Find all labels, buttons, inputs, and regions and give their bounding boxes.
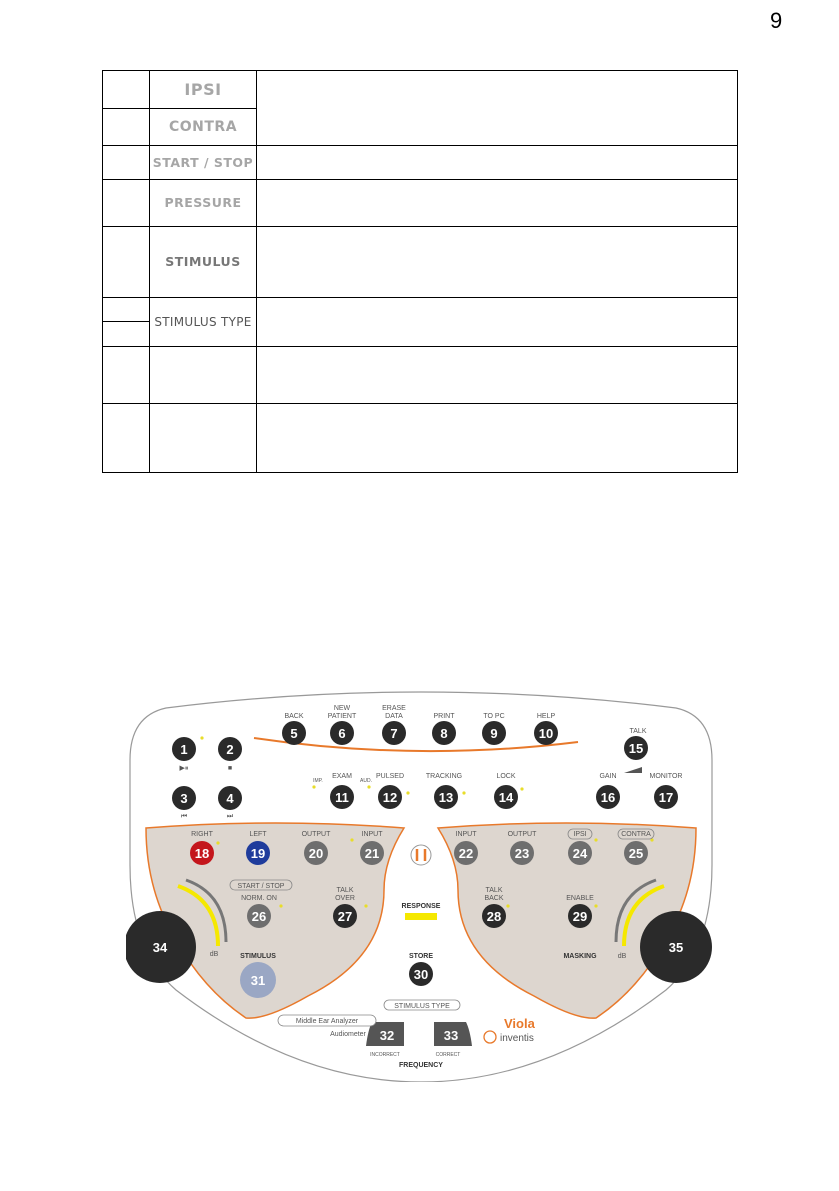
brand-company: inventis (500, 1033, 534, 1044)
exam-button[interactable] (330, 785, 354, 809)
svg-text:22: 22 (458, 846, 474, 861)
button-2[interactable] (218, 737, 242, 761)
left-volume-knob[interactable] (126, 911, 196, 983)
svg-text:31: 31 (250, 973, 266, 988)
svg-text:17: 17 (658, 790, 674, 805)
table-cell (150, 71, 257, 109)
svg-text:28: 28 (486, 909, 502, 924)
back-label: BACK (284, 713, 304, 720)
ipsi-button[interactable] (568, 841, 592, 865)
table-row (103, 227, 738, 298)
lock-button[interactable] (494, 785, 518, 809)
contra-label: CONTRA (168, 119, 238, 135)
table-cell (103, 109, 150, 146)
response-label: RESPONSE (401, 903, 441, 910)
monitor-button[interactable] (654, 785, 678, 809)
table-cell (103, 227, 150, 298)
talk-over-label-2: OVER (335, 895, 355, 902)
rewind-icon: ⏮ (180, 813, 188, 820)
input-label-left: INPUT (361, 831, 383, 838)
table-cell (103, 71, 150, 109)
new-patient-button[interactable] (330, 721, 354, 745)
print-button[interactable] (432, 721, 456, 745)
svg-text:19: 19 (250, 846, 266, 861)
table-cell (150, 180, 257, 227)
enable-label: ENABLE (566, 895, 594, 902)
help-button[interactable] (534, 721, 558, 745)
erase-data-button[interactable] (382, 721, 406, 745)
talk-over-button[interactable] (333, 904, 357, 928)
table-cell (257, 347, 738, 404)
svg-text:4: 4 (226, 791, 234, 806)
lock-label: LOCK (496, 773, 516, 780)
table-cell (150, 298, 257, 347)
table-row (103, 180, 738, 227)
frequency-label: FREQUENCY (399, 1062, 443, 1069)
svg-text:34: 34 (152, 940, 168, 955)
table-cell (103, 404, 150, 473)
table-cell (150, 109, 257, 146)
table-row (103, 347, 738, 404)
table-row (103, 71, 738, 109)
controls-table (102, 70, 738, 473)
svg-text:14: 14 (498, 790, 514, 805)
gain-label: GAIN (599, 773, 617, 780)
correct-button[interactable] (434, 1022, 472, 1046)
talk-button[interactable] (624, 736, 648, 760)
stop-icon: ■ (227, 765, 233, 772)
stimulus-label: STIMULUS (165, 254, 241, 269)
erase-data-label-1: ERASE (382, 705, 406, 712)
table-row (103, 404, 738, 473)
exam-label: EXAM (332, 773, 352, 780)
output-button-right[interactable] (510, 841, 534, 865)
right-ear-button[interactable] (190, 841, 214, 865)
control-panel-diagram (126, 690, 716, 1082)
table-cell (257, 404, 738, 473)
svg-text:8: 8 (440, 726, 448, 741)
table-cell (103, 298, 150, 322)
svg-text:25: 25 (628, 846, 644, 861)
svg-text:9: 9 (490, 726, 498, 741)
svg-text:35: 35 (668, 940, 684, 955)
input-button-right[interactable] (454, 841, 478, 865)
exam-aud-label: AUD. (360, 778, 372, 784)
tracking-label: TRACKING (425, 773, 463, 780)
table-cell (150, 227, 257, 298)
page-number: 9 (770, 8, 783, 33)
svg-text:29: 29 (572, 909, 588, 924)
svg-text:15: 15 (628, 741, 644, 756)
table-cell (150, 347, 257, 404)
mode-alt-label: Audiometer (330, 1031, 366, 1038)
table-row (103, 146, 738, 180)
svg-text:33: 33 (443, 1028, 459, 1043)
norm-on-button[interactable] (247, 904, 271, 928)
start-stop-pill-label: START / STOP (237, 883, 285, 890)
table-cell (150, 146, 257, 180)
new-patient-label-2: PATIENT (327, 713, 357, 720)
play-pause-icon: ▶⏸ (179, 765, 189, 772)
ipsi-panel-label: IPSI (573, 831, 587, 838)
output-label-right: OUTPUT (507, 831, 537, 838)
stimulus-panel-label: STIMULUS (240, 953, 276, 960)
table-row (103, 298, 738, 322)
svg-text:24: 24 (572, 846, 588, 861)
svg-text:7: 7 (390, 726, 398, 741)
button-1[interactable] (172, 737, 196, 761)
table-cell (103, 347, 150, 404)
tracking-button[interactable] (434, 785, 458, 809)
stimulus-button[interactable] (240, 962, 276, 998)
svg-text:3: 3 (180, 791, 188, 806)
svg-text:27: 27 (337, 909, 353, 924)
print-label: PRINT (433, 713, 455, 720)
back-button[interactable] (282, 721, 306, 745)
left-label: LEFT (249, 831, 267, 838)
talk-back-label-2: BACK (484, 895, 504, 902)
talk-back-label-1: TALK (485, 887, 503, 894)
to-pc-button[interactable] (482, 721, 506, 745)
svg-text:23: 23 (514, 846, 530, 861)
talk-label: TALK (629, 728, 647, 735)
stimulus-type-label: STIMULUS TYPE (154, 315, 252, 329)
svg-text:21: 21 (364, 846, 380, 861)
svg-text:11: 11 (335, 790, 349, 805)
table-cell (150, 404, 257, 473)
table-cell (257, 298, 738, 347)
contra-panel-label: CONTRA (621, 831, 651, 838)
button-3[interactable] (172, 786, 196, 810)
pressure-label: PRESSURE (164, 195, 242, 210)
input-button-left[interactable] (360, 841, 384, 865)
stimulus-type-pill-label: STIMULUS TYPE (394, 1003, 450, 1010)
erase-data-label-2: DATA (385, 713, 403, 720)
svg-text:30: 30 (413, 967, 429, 982)
exam-imp-label: IMP. (313, 778, 323, 784)
output-label-left: OUTPUT (301, 831, 331, 838)
contra-button[interactable] (624, 841, 648, 865)
table-cell (103, 322, 150, 347)
table-cell (257, 146, 738, 180)
brand-logo-icon (411, 845, 431, 865)
table-cell (103, 180, 150, 227)
store-label: STORE (409, 953, 433, 960)
ipsi-label: IPSI (184, 79, 222, 99)
svg-text:10: 10 (538, 726, 554, 741)
norm-on-label: NORM. ON (241, 895, 277, 902)
start-stop-label: START / STOP (152, 154, 254, 170)
gain-button[interactable] (596, 785, 620, 809)
svg-text:16: 16 (600, 790, 616, 805)
talk-over-label-1: TALK (336, 887, 354, 894)
pulsed-label: PULSED (375, 773, 405, 780)
svg-text:1: 1 (180, 742, 188, 757)
svg-text:26: 26 (251, 909, 267, 924)
input-label-right: INPUT (455, 831, 477, 838)
help-label: HELP (536, 713, 556, 720)
left-ear-button[interactable] (246, 841, 270, 865)
table-cell (257, 71, 738, 146)
right-volume-knob[interactable] (640, 911, 712, 983)
svg-text:6: 6 (338, 726, 346, 741)
store-button[interactable] (409, 962, 433, 986)
talk-back-button[interactable] (482, 904, 506, 928)
svg-text:12: 12 (382, 790, 398, 805)
svg-text:20: 20 (308, 846, 324, 861)
table-cell (257, 180, 738, 227)
svg-text:32: 32 (379, 1028, 395, 1043)
svg-text:18: 18 (194, 846, 210, 861)
right-label: RIGHT (191, 831, 213, 838)
incorrect-label: INCORRECT (370, 1052, 400, 1058)
new-patient-label-1: NEW (333, 705, 351, 712)
table-cell (103, 146, 150, 180)
button-4[interactable] (218, 786, 242, 810)
db-label-left: dB (209, 951, 219, 958)
svg-text:5: 5 (290, 726, 298, 741)
brand-product: Viola (504, 1016, 535, 1031)
pulsed-button[interactable] (378, 785, 402, 809)
svg-text:13: 13 (438, 790, 454, 805)
enable-masking-button[interactable] (568, 904, 592, 928)
fast-forward-icon: ⏭ (226, 813, 234, 820)
mode-pill-label: Middle Ear Analyzer (295, 1018, 359, 1025)
response-indicator (405, 913, 437, 920)
table-cell (257, 227, 738, 298)
db-label-right: dB (617, 953, 627, 960)
to-pc-label: TO PC (483, 713, 505, 720)
correct-label: CORRECT (435, 1052, 461, 1058)
svg-text:2: 2 (226, 742, 234, 757)
monitor-label: MONITOR (649, 773, 683, 780)
masking-label: MASKING (563, 953, 597, 960)
output-button-left[interactable] (304, 841, 328, 865)
